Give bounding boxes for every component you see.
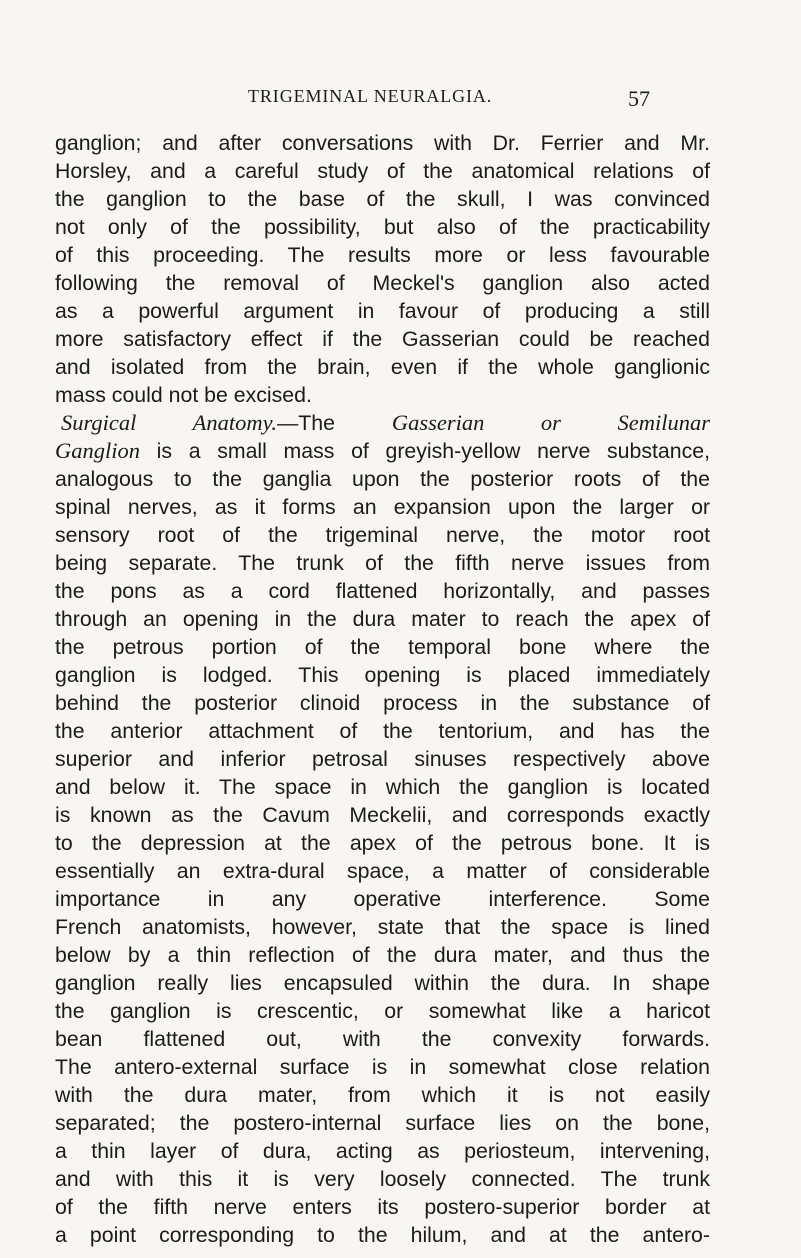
text-line: as a powerful argument in favour of producing a still <box>55 299 710 323</box>
text-line: with the dura mater, from which it is not easily <box>55 1083 710 1107</box>
text-line: being separate. The trunk of the fifth nerve issues from <box>55 551 710 575</box>
page-number: 57 <box>628 86 650 111</box>
text-line: below by a thin reflection of the dura mater, and thus the <box>55 943 710 967</box>
text-line: the pons as a cord flattened horizontally, and passes <box>55 579 710 603</box>
text-line: of the fifth nerve enters its postero-superior border at <box>55 1195 710 1219</box>
text-line: superior and inferior petrosal sinuses respectively above <box>55 747 710 771</box>
text-line: mass could not be excised. <box>55 383 312 407</box>
text-line: importance in any operative interference. Some <box>55 887 710 911</box>
text-line: and with this it is very loosely connected. The trunk <box>55 1167 710 1191</box>
text-line: ganglion really lies encapsuled within the dura. In shape <box>55 971 710 995</box>
text-line: separated; the postero-internal surface lies on the bone, <box>55 1111 710 1135</box>
section-heading-line <box>61 409 710 437</box>
text-line: of this proceeding. The results more or less favourable <box>55 243 710 267</box>
text-line: Horsley, and a careful study of the anatomical relations of <box>55 159 710 183</box>
text-line: sensory root of the trigeminal nerve, the motor root <box>55 523 710 547</box>
text-line: ganglion is lodged. This opening is placed immediately <box>55 663 710 687</box>
text-line: the anterior attachment of the tentorium, and has the <box>55 719 710 743</box>
text-line: more satisfactory effect if the Gasserian could be reached <box>55 327 710 351</box>
text-line: spinal nerves, as it forms an expansion upon the larger or <box>55 495 710 519</box>
text-run: is a small mass of greyish-yellow nerve substance, <box>140 439 710 463</box>
ganglion-name-italic: Gasserian or Semilunar <box>391 410 710 435</box>
text-line: behind the posterior clinoid process in the substance of <box>55 691 710 715</box>
section-heading: Surgical Anatomy. <box>61 410 277 435</box>
text-line: a point corresponding to the hilum, and at the antero- <box>55 1223 710 1247</box>
text-line: The antero-external surface is in somewhat close relation <box>55 1055 710 1079</box>
heading-dash: —The <box>276 411 392 435</box>
running-head <box>0 86 801 116</box>
text-line: through an opening in the dura mater to reach the apex of <box>55 607 710 631</box>
ganglion-term-italic: Ganglion <box>55 438 141 463</box>
running-title: TRIGEMINAL NEURALGIA. <box>248 86 493 106</box>
text-line: French anatomists, however, state that the space is lined <box>55 915 710 939</box>
text-line: analogous to the ganglia upon the posterior roots of the <box>55 467 710 491</box>
text-line <box>55 437 710 465</box>
text-line: not only of the possibility, but also of the practicability <box>55 215 710 239</box>
text-line: essentially an extra-dural space, a matter of considerable <box>55 859 710 883</box>
text-line: the petrous portion of the temporal bone where the <box>55 635 710 659</box>
text-line: and below it. The space in which the ganglion is located <box>55 775 710 799</box>
text-line: the ganglion is crescentic, or somewhat like a haricot <box>55 999 710 1023</box>
text-line: ganglion; and after conversations with Dr. Ferrier and Mr. <box>55 131 710 155</box>
text-line: and isolated from the brain, even if the whole ganglionic <box>55 355 710 379</box>
text-line: is known as the Cavum Meckelii, and corresponds exactly <box>55 803 710 827</box>
text-line: the ganglion to the base of the skull, I was convinced <box>55 187 710 211</box>
text-line: to the depression at the apex of the petrous bone. It is <box>55 831 710 855</box>
text-line: a thin layer of dura, acting as periosteum, intervening, <box>55 1139 710 1163</box>
text-line: bean flattened out, with the convexity forwards. <box>55 1027 710 1051</box>
text-line: following the removal of Meckel's ganglion also acted <box>55 271 710 295</box>
